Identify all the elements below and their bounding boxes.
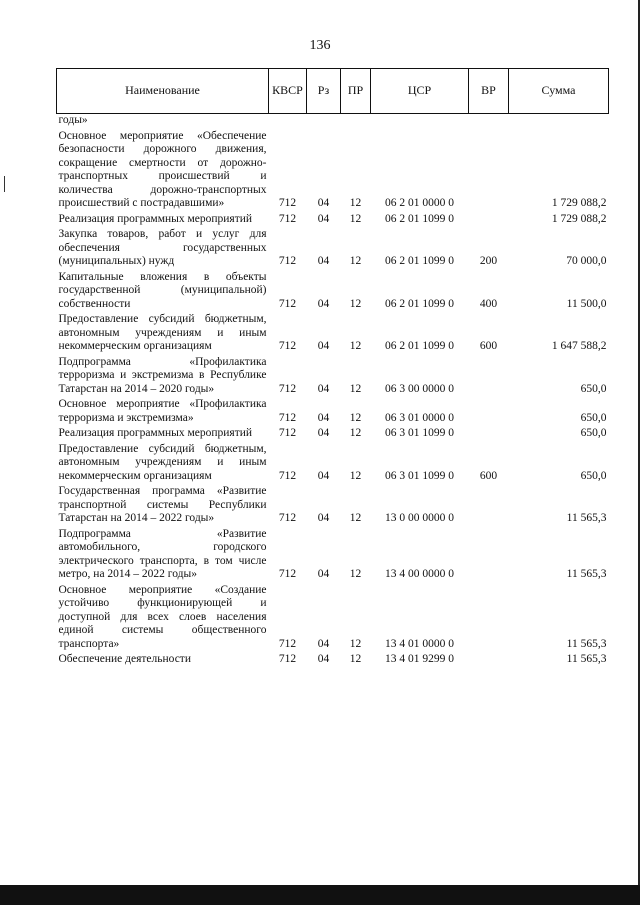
- row-name: Подпрограмма «Развитие автомобильного, городского электрического транспорта, в том числе метро, на 2014 – 2022 годы»: [58, 527, 267, 580]
- row-csr: 06 2 01 1099 0: [385, 297, 454, 310]
- row-csr: 13 0 00 0000 0: [385, 512, 454, 524]
- header-csr: ЦСР: [371, 69, 469, 114]
- row-vr: [469, 483, 509, 526]
- row-rz: 04: [317, 340, 330, 352]
- row-pr: 12: [349, 297, 362, 310]
- row-vr: 600: [479, 340, 498, 352]
- row-csr: 06 3 00 0000 0: [385, 382, 454, 395]
- row-rz: 04: [317, 568, 330, 580]
- row-name: Реализация программных мероприятий: [58, 212, 253, 225]
- row-pr: 12: [349, 212, 362, 225]
- row-vr: [469, 354, 509, 397]
- budget-table: [56, 68, 609, 667]
- row-sum: 11 500,0: [566, 297, 607, 310]
- row-rz: 04: [317, 637, 330, 650]
- row-kvsr: 712: [278, 255, 297, 267]
- row-kvsr: 712: [278, 212, 297, 225]
- row-rz: 04: [317, 255, 330, 267]
- table-row: [57, 128, 609, 211]
- page-number: 136: [309, 38, 331, 53]
- row-vr: [469, 128, 509, 211]
- row-rz: 04: [317, 653, 330, 665]
- scan-edge-bottom: [0, 885, 640, 905]
- row-rz: 04: [317, 469, 330, 482]
- row-pr: 12: [349, 382, 362, 395]
- margin-mark: [4, 176, 5, 192]
- table-row: [57, 211, 609, 227]
- row-pr: 12: [349, 255, 362, 267]
- row-vr: [469, 526, 509, 582]
- row-sum: 650,0: [580, 469, 607, 482]
- row-name: Основное мероприятие «Обеспечение безопасности дорожного движения, сокращение смертности от дорожно-транспортных происшествий и количества дорожно-транспортных происшествий с пострадавшими»: [58, 129, 267, 209]
- row-vr: 200: [479, 255, 498, 267]
- row-kvsr: 712: [278, 382, 297, 395]
- row-name: Предоставление субсидий бюджетным, автономным учреждениям и иным некоммерческим организациям: [58, 442, 267, 482]
- row-name: Предоставление субсидий бюджетным, автономным учреждениям и иным некоммерческим организациям: [58, 313, 267, 352]
- row-name: Капитальные вложения в объекты государственной (муниципальной) собственности: [58, 270, 267, 310]
- header-sum: Сумма: [509, 69, 609, 114]
- row-pr: 12: [349, 512, 362, 524]
- row-kvsr: 712: [278, 411, 297, 424]
- row-rz: 04: [317, 427, 330, 439]
- row-name: Реализация программных мероприятий: [58, 427, 253, 439]
- row-kvsr: 712: [278, 653, 297, 665]
- row-sum: 1 729 088,2: [551, 197, 607, 209]
- row-kvsr: 712: [278, 297, 297, 310]
- row-rz: 04: [317, 197, 330, 209]
- row-name: Подпрограмма «Профилактика терроризма и экстремизма в Республике Татарстан на 2014 – 2020 годы»: [58, 355, 267, 395]
- row-pr: 12: [349, 637, 362, 650]
- table-row: [57, 269, 609, 312]
- row-name: Основное мероприятие «Профилактика терроризма и экстремизма»: [58, 398, 267, 424]
- row-kvsr: 712: [278, 512, 297, 524]
- row-vr: 400: [479, 297, 498, 310]
- row-name: Государственная программа «Развитие транспортной системы Республики Татарстан на 2014 – 2022 годы»: [58, 485, 267, 524]
- row-kvsr: 712: [278, 469, 297, 482]
- row-csr: 06 3 01 1099 0: [385, 427, 454, 439]
- table-row: [57, 354, 609, 397]
- row-name: Основное мероприятие «Создание устойчиво функционирующей и доступной для всех слоев населения единой системы общественного транспорта»: [58, 583, 267, 650]
- row-csr: 13 4 01 0000 0: [385, 637, 454, 650]
- table-row: [57, 441, 609, 484]
- row-pr: 12: [349, 427, 362, 439]
- table-header-row: [57, 69, 609, 114]
- header-rz: Рз: [307, 69, 341, 114]
- row-sum: 11 565,3: [566, 653, 607, 665]
- row-sum: 650,0: [580, 427, 607, 439]
- row-sum: 1 729 088,2: [551, 212, 607, 225]
- row-sum: 1 647 588,2: [551, 340, 607, 352]
- row-vr: 600: [479, 469, 498, 482]
- table-row: [57, 396, 609, 425]
- row-pr: 12: [349, 411, 362, 424]
- row-csr: 06 3 01 0000 0: [385, 411, 454, 424]
- table-row: [57, 483, 609, 526]
- row-csr: 13 4 00 0000 0: [385, 568, 454, 580]
- row-sum: 11 565,3: [566, 512, 607, 524]
- table-row: [57, 226, 609, 269]
- continuation-row: [57, 114, 609, 128]
- row-vr: [469, 211, 509, 227]
- row-pr: 12: [349, 469, 362, 482]
- header-pr: ПР: [341, 69, 371, 114]
- row-rz: 04: [317, 212, 330, 225]
- row-pr: 12: [349, 568, 362, 580]
- row-csr: 06 2 01 1099 0: [385, 212, 454, 225]
- row-csr: 13 4 01 9299 0: [385, 653, 454, 665]
- continuation-text: годы»: [58, 114, 88, 126]
- row-vr: [469, 425, 509, 441]
- row-pr: 12: [349, 653, 362, 665]
- row-vr: [469, 651, 509, 667]
- row-vr: [469, 396, 509, 425]
- header-name: Наименование: [57, 69, 269, 114]
- table-row: [57, 582, 609, 652]
- row-kvsr: 712: [278, 637, 297, 650]
- row-vr: [469, 582, 509, 652]
- table-row: [57, 425, 609, 441]
- row-csr: 06 3 01 1099 0: [385, 469, 454, 482]
- header-vr: ВР: [469, 69, 509, 114]
- row-rz: 04: [317, 297, 330, 310]
- row-rz: 04: [317, 512, 330, 524]
- row-sum: 11 565,3: [566, 637, 607, 650]
- row-name: Закупка товаров, работ и услуг для обеспечения государственных (муниципальных) нужд: [58, 228, 267, 267]
- row-rz: 04: [317, 411, 330, 424]
- row-sum: 70 000,0: [566, 255, 607, 267]
- row-csr: 06 2 01 0000 0: [385, 197, 454, 209]
- table-row: [57, 311, 609, 354]
- row-sum: 11 565,3: [566, 568, 607, 580]
- row-kvsr: 712: [278, 340, 297, 352]
- row-kvsr: 712: [278, 197, 297, 209]
- table-row: [57, 651, 609, 667]
- header-kvsr: КВСР: [269, 69, 307, 114]
- row-csr: 06 2 01 1099 0: [385, 340, 454, 352]
- row-sum: 650,0: [580, 382, 607, 395]
- row-csr: 06 2 01 1099 0: [385, 255, 454, 267]
- row-name: Обеспечение деятельности: [58, 653, 191, 665]
- row-sum: 650,0: [580, 411, 607, 424]
- row-pr: 12: [349, 340, 362, 352]
- row-rz: 04: [317, 382, 330, 395]
- row-kvsr: 712: [278, 568, 297, 580]
- table-row: [57, 526, 609, 582]
- row-kvsr: 712: [278, 427, 297, 439]
- row-pr: 12: [349, 197, 362, 209]
